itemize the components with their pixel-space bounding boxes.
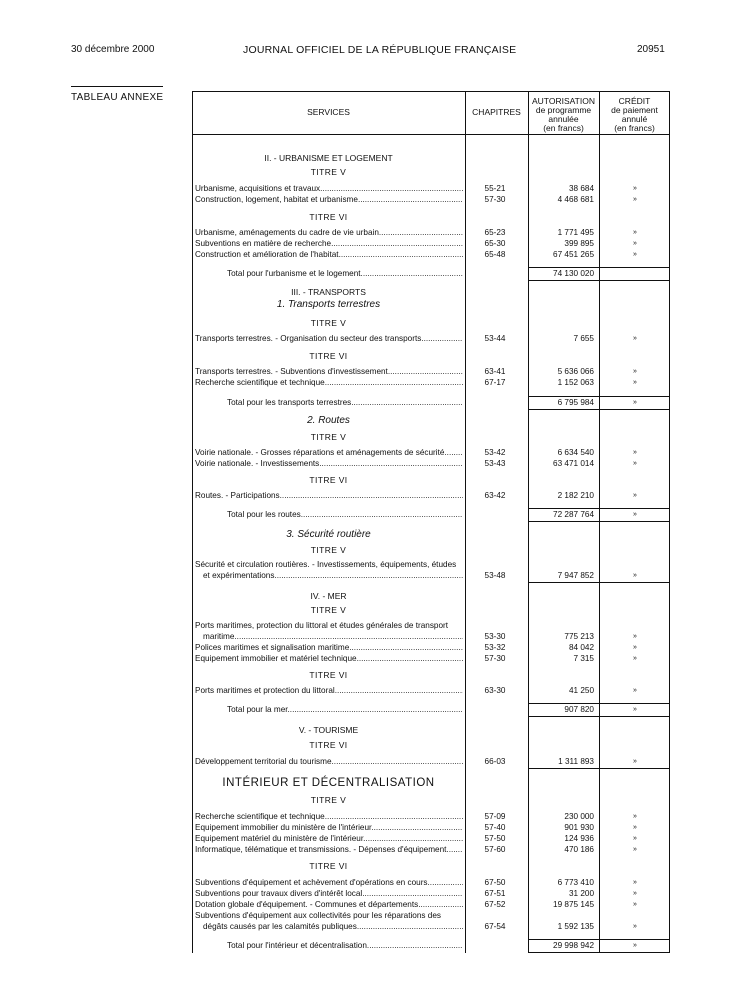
credit-cell: »	[633, 758, 637, 765]
titre-heading: TITRE V	[310, 545, 347, 555]
titre-heading: TITRE VI	[309, 212, 348, 222]
credit-rule	[599, 409, 670, 410]
credit-rule	[599, 939, 670, 940]
chapter-cell: 63-41	[484, 367, 506, 376]
row-label: Total pour les routes .....	[227, 510, 463, 520]
credit-cell: »	[633, 901, 637, 908]
chapter-cell: 67-51	[484, 889, 506, 898]
row-label: Urbanisme, aménagements du cadre de vie urbain .....	[195, 228, 463, 238]
row-label: Voirie nationale. - Grosses réparations et aménagements de sécurité .....	[195, 448, 463, 458]
amount-cell: 901 930	[564, 823, 594, 832]
credit-rule	[599, 267, 670, 268]
credit-cell: »	[633, 879, 637, 886]
section-heading: III. - TRANSPORTS	[291, 287, 366, 297]
chapter-cell: 67-52	[484, 900, 506, 909]
chapter-cell: 63-42	[484, 491, 506, 500]
titre-heading: TITRE V	[310, 795, 347, 805]
row-label: Equipement immobilier et matériel technique .....	[195, 654, 463, 664]
credit-cell: »	[633, 633, 637, 640]
credit-rule	[599, 508, 670, 509]
amount-cell: 6 634 540	[557, 448, 594, 457]
row-label-line: Ports maritimes, protection du littoral et études générales de transport	[195, 621, 449, 630]
col-autorisation-l4: (en francs)	[543, 123, 584, 133]
credit-cell: »	[633, 835, 637, 842]
row-label: Dotation globale d'équipement. - Communes et départements .....	[195, 900, 463, 910]
amount-cell: 72 287 764	[553, 510, 594, 519]
col-credit	[599, 97, 670, 133]
chapter-cell: 67-54	[484, 922, 506, 931]
page-number: 20951	[637, 44, 665, 55]
amount-cell: 19 875 145	[553, 900, 594, 909]
amount-cell: 230 000	[564, 812, 594, 821]
row-label: Voirie nationale. - Investissements .....	[195, 459, 463, 469]
amount-cell: 5 636 066	[557, 367, 594, 376]
row-label: Total pour l'urbanisme et le logement .....	[227, 269, 463, 279]
col-services: SERVICES	[307, 107, 350, 117]
annexe-table	[192, 91, 670, 953]
titre-heading: TITRE VI	[309, 740, 348, 750]
credit-cell: »	[633, 644, 637, 651]
col-credit-l3: annulé	[621, 114, 648, 124]
col-credit-l2: de paiement	[611, 105, 658, 115]
credit-cell: »	[633, 706, 637, 713]
amount-cell: 2 182 210	[557, 491, 594, 500]
credit-rule	[599, 396, 670, 397]
row-label: Urbanisme, acquisitions et travaux .....	[195, 184, 463, 194]
amount-cell: 4 468 681	[557, 195, 594, 204]
annexe-label: TABLEAU ANNEXE	[71, 92, 164, 103]
chapter-cell: 53-48	[484, 571, 506, 580]
credit-cell: »	[633, 196, 637, 203]
amount-cell: 7 947 852	[557, 571, 594, 580]
row-label: Total pour l'intérieur et décentralisation .....	[227, 941, 463, 951]
titre-heading: TITRE VI	[309, 475, 348, 485]
credit-cell: »	[633, 251, 637, 258]
amount-cell: 470 186	[564, 845, 594, 854]
amount-cell: 6 773 410	[557, 878, 594, 887]
titre-heading: TITRE VI	[309, 670, 348, 680]
credit-cell: »	[633, 942, 637, 949]
titre-heading: TITRE V	[310, 432, 347, 442]
amount-cell: 29 998 942	[553, 941, 594, 950]
chapter-cell: 53-30	[484, 632, 506, 641]
titre-heading: TITRE V	[310, 605, 347, 615]
chapter-cell: 53-43	[484, 459, 506, 468]
subsection-heading: 3. Sécurité routière	[286, 529, 371, 540]
credit-cell: »	[633, 379, 637, 386]
row-label: Subventions en matière de recherche .....	[195, 239, 463, 249]
row-label: Total pour la mer .....	[227, 705, 463, 715]
row-label: Développement territorial du tourisme .....	[195, 757, 463, 767]
row-label: maritime .....	[203, 632, 463, 642]
chapter-cell: 53-42	[484, 448, 506, 457]
credit-cell: »	[633, 185, 637, 192]
annexe-rule	[71, 86, 163, 87]
row-label: Ports maritimes et protection du littoral .....	[195, 686, 463, 696]
credit-rule	[599, 716, 670, 717]
credit-cell: »	[633, 335, 637, 342]
credit-cell: »	[633, 511, 637, 518]
section-heading: V. - TOURISME	[298, 725, 359, 735]
row-label: Construction et amélioration de l'habitat .....	[195, 250, 463, 260]
row-label: Equipement immobilier du ministère de l'intérieur .....	[195, 823, 463, 833]
row-label: Total pour les transports terrestres .....	[227, 398, 463, 408]
chapter-cell: 57-09	[484, 812, 506, 821]
row-label: Subventions pour travaux divers d'intérêt local .....	[195, 889, 463, 899]
chapter-cell: 53-32	[484, 643, 506, 652]
amount-cell: 1 311 893	[558, 757, 594, 766]
amount-cell: 1 592 135	[557, 922, 594, 931]
credit-cell: »	[633, 846, 637, 853]
amount-cell: 38 684	[568, 184, 594, 193]
col-autorisation-l3: annulée	[548, 114, 579, 124]
section-heading: II. - URBANISME ET LOGEMENT	[264, 153, 393, 163]
chapter-cell: 57-40	[484, 823, 506, 832]
credit-rule	[599, 521, 670, 522]
row-label: Informatique, télématique et transmissions. - Dépenses d'équipement .....	[195, 845, 463, 855]
chapter-cell: 66-03	[484, 757, 506, 766]
chapter-cell: 65-30	[484, 239, 506, 248]
row-label: Recherche scientifique et technique .....	[195, 812, 463, 822]
credit-cell: »	[633, 240, 637, 247]
subsection-heading: 1. Transports terrestres	[276, 299, 381, 310]
block-rule	[528, 768, 670, 769]
row-label: Transports terrestres. - Subventions d'investissement .....	[195, 367, 463, 377]
amount-cell: 67 451 265	[553, 250, 594, 259]
titre-heading: TITRE V	[310, 167, 347, 177]
credit-cell: »	[633, 687, 637, 694]
journal-title: JOURNAL OFFICIEL DE LA RÉPUBLIQUE FRANÇAISE	[243, 44, 517, 56]
chapter-cell: 57-30	[484, 195, 506, 204]
amount-cell: 63 471 014	[553, 459, 594, 468]
chapter-cell: 55-21	[484, 184, 506, 193]
credit-rule	[599, 703, 670, 704]
credit-rule	[599, 952, 670, 953]
col-chapitres: CHAPITRES	[472, 107, 521, 117]
amount-cell: 399 895	[564, 239, 594, 248]
amount-cell: 775 213	[564, 632, 594, 641]
col-autorisation	[528, 97, 599, 133]
titre-heading: TITRE V	[310, 318, 347, 328]
credit-cell: »	[633, 492, 637, 499]
credit-rule	[599, 280, 670, 281]
row-label: Polices maritimes et signalisation maritime .....	[195, 643, 463, 653]
credit-cell: »	[633, 449, 637, 456]
chapter-cell: 53-44	[484, 334, 506, 343]
row-label-line: Subventions d'équipement aux collectivités pour les réparations des	[195, 911, 441, 920]
amount-cell: 124 936	[564, 834, 594, 843]
row-label: et expérimentations .....	[203, 571, 463, 581]
credit-cell: »	[633, 460, 637, 467]
block-rule	[528, 582, 670, 583]
row-label: dégâts causés par les calamités publiques .....	[203, 922, 463, 932]
section-heading: IV. - MER	[310, 591, 347, 601]
amount-cell: 31 200	[568, 889, 594, 898]
row-label: Transports terrestres. - Organisation du secteur des transports .....	[195, 334, 463, 344]
row-label: Subventions d'équipement et achèvement d'opérations en cours .....	[195, 878, 463, 888]
credit-cell: »	[633, 399, 637, 406]
amount-cell: 74 130 020	[553, 269, 594, 278]
col-autorisation-l1: AUTORISATION	[532, 96, 595, 106]
row-label: Equipement matériel du ministère de l'intérieur .....	[195, 834, 463, 844]
ministry-heading: INTÉRIEUR ET DÉCENTRALISATION	[222, 777, 435, 789]
row-label: Routes. - Participations .....	[195, 491, 463, 501]
chapter-cell: 67-17	[484, 378, 506, 387]
amount-cell: 1 771 495	[557, 228, 594, 237]
credit-cell: »	[633, 655, 637, 662]
chapter-cell: 65-48	[484, 250, 506, 259]
row-label: Construction, logement, habitat et urbanisme .....	[195, 195, 463, 205]
amount-cell: 7 655	[573, 334, 594, 343]
credit-cell: »	[633, 572, 637, 579]
credit-cell: »	[633, 368, 637, 375]
amount-cell: 41 250	[568, 686, 594, 695]
col-autorisation-l2: de programme	[535, 105, 592, 115]
chapter-cell: 65-23	[484, 228, 506, 237]
amount-cell: 1 152 063	[557, 378, 594, 387]
credit-cell: »	[633, 229, 637, 236]
chapter-cell: 63-30	[484, 686, 506, 695]
chapter-cell: 57-60	[484, 845, 506, 854]
chapter-cell: 57-50	[484, 834, 506, 843]
table-top-rule	[192, 91, 670, 92]
col-credit-l1: CRÉDIT	[618, 96, 651, 106]
col-credit-l4: (en francs)	[614, 123, 655, 133]
subsection-heading: 2. Routes	[307, 415, 350, 426]
credit-cell: »	[633, 890, 637, 897]
amount-cell: 7 315	[573, 654, 594, 663]
header-bottom-rule	[192, 134, 670, 135]
chapter-cell: 67-50	[484, 878, 506, 887]
credit-cell: »	[633, 824, 637, 831]
row-label-line: Sécurité et circulation routières. - Investissements, équipements, études	[195, 560, 457, 569]
amount-cell: 84 042	[568, 643, 594, 652]
header-date: 30 décembre 2000	[71, 44, 155, 55]
amount-cell: 907 820	[564, 705, 594, 714]
titre-heading: TITRE VI	[309, 861, 348, 871]
credit-cell: »	[633, 923, 637, 930]
row-label: Recherche scientifique et technique .....	[195, 378, 463, 388]
chapter-cell: 57-30	[484, 654, 506, 663]
amount-cell: 6 795 984	[557, 398, 594, 407]
credit-cell: »	[633, 813, 637, 820]
titre-heading: TITRE VI	[309, 351, 348, 361]
